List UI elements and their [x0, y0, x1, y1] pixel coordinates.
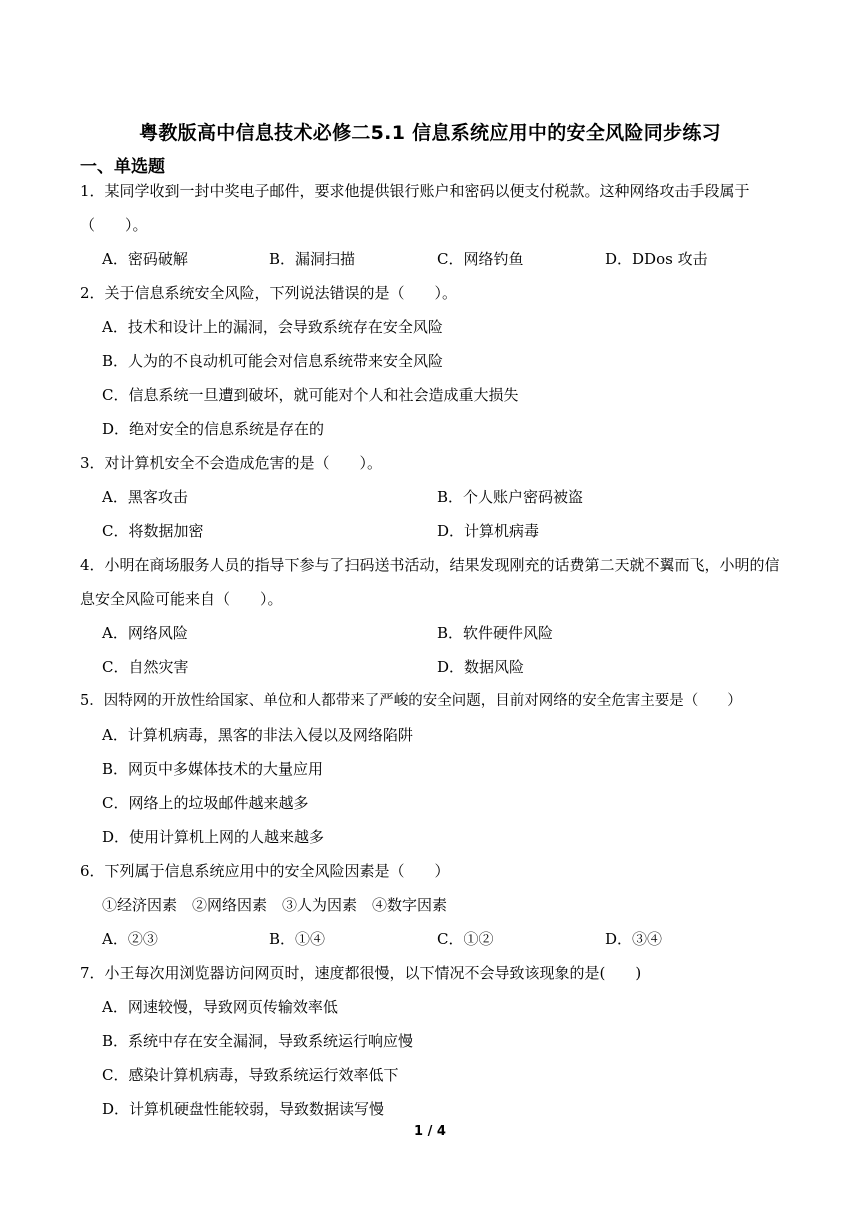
factor-items-text: ①经济因素 ②网络因素 ③人为因素 ④数字因素	[102, 896, 448, 914]
question-stem: 1．某同学收到一封中奖电子邮件，要求他提供银行账户和密码以便支付税款。这种网络攻击手段属于（ ）。	[80, 182, 750, 234]
question-stem: 2．关于信息系统安全风险，下列说法错误的是（ ）。	[80, 284, 458, 302]
question-5	[80, 684, 780, 718]
option-text: D．绝对安全的信息系统是存在的	[102, 420, 325, 438]
question-6	[80, 854, 780, 888]
question-stem: 5．因特网的开放性给国家、单位和人都带来了严峻的安全问题，目前对网络的安全危害主要是（ ）	[80, 693, 742, 709]
option-text: A．计算机病毒，黑客的非法入侵以及网络陷阱	[102, 726, 413, 744]
option-c: C．将数据加密	[102, 522, 204, 540]
options-row	[102, 480, 782, 514]
option-a: A．密码破解	[102, 250, 188, 268]
option-d: D．DDos 攻击	[605, 250, 708, 268]
page-number: 1 / 4	[414, 1124, 446, 1139]
question-stem: 4．小明在商场服务人员的指导下参与了扫码送书活动，结果发现刚充的话费第二天就不翼而飞，小明的信息安全风险可能来自（ ）。	[80, 556, 780, 608]
question-stem: 3．对计算机安全不会造成危害的是（ ）。	[80, 454, 383, 472]
option-b: B．个人账户密码被盗	[437, 488, 584, 506]
document-title: 粤教版高中信息技术必修二5.1 信息系统应用中的安全风险同步练习	[139, 122, 721, 144]
option-b: B．软件硬件风险	[437, 624, 554, 642]
option-b: B．①④	[269, 930, 326, 948]
option-text: A．网速较慢，导致网页传输效率低	[102, 998, 338, 1016]
option-text: D．计算机硬盘性能较弱，导致数据读写慢	[102, 1100, 385, 1118]
option-text: C．信息系统一旦遭到破坏，就可能对个人和社会造成重大损失	[102, 386, 519, 404]
question-3	[80, 446, 780, 480]
option-d: D．计算机病毒	[437, 522, 540, 540]
option-d: D．③④	[605, 930, 663, 948]
question-2	[80, 276, 780, 310]
option-text: C．网络上的垃圾邮件越来越多	[102, 794, 309, 812]
question-stem: 7．小王每次用浏览器访问网页时，速度都很慢，以下情况不会导致该现象的是( )	[80, 964, 642, 982]
option-a: A．黑客攻击	[102, 488, 188, 506]
options-row	[102, 514, 782, 548]
option-c: C．自然灾害	[102, 658, 189, 676]
options-row	[102, 650, 782, 684]
question-stem: 6．下列属于信息系统应用中的安全风险因素是（ ）	[80, 862, 450, 880]
option-text: C．感染计算机病毒，导致系统运行效率低下	[102, 1066, 399, 1084]
option-text: B．人为的不良动机可能会对信息系统带来安全风险	[102, 352, 444, 370]
option-d: D．数据风险	[437, 658, 525, 676]
option-b: B．漏洞扫描	[269, 250, 356, 268]
options-row	[102, 242, 782, 276]
option-c: C．网络钓鱼	[437, 250, 524, 268]
section-heading: 一、单选题	[80, 157, 165, 177]
question-7	[80, 956, 780, 990]
option-text: B．网页中多媒体技术的大量应用	[102, 760, 324, 778]
option-text: D．使用计算机上网的人越来越多	[102, 828, 325, 846]
option-a: A．②③	[102, 930, 158, 948]
option-c: C．①②	[437, 930, 494, 948]
options-row	[102, 922, 782, 956]
option-text: A．技术和设计上的漏洞，会导致系统存在安全风险	[102, 318, 443, 336]
options-row	[102, 616, 782, 650]
option-text: B．系统中存在安全漏洞，导致系统运行响应慢	[102, 1032, 414, 1050]
question-4	[80, 548, 780, 616]
question-1	[80, 174, 780, 242]
option-a: A．网络风险	[102, 624, 188, 642]
